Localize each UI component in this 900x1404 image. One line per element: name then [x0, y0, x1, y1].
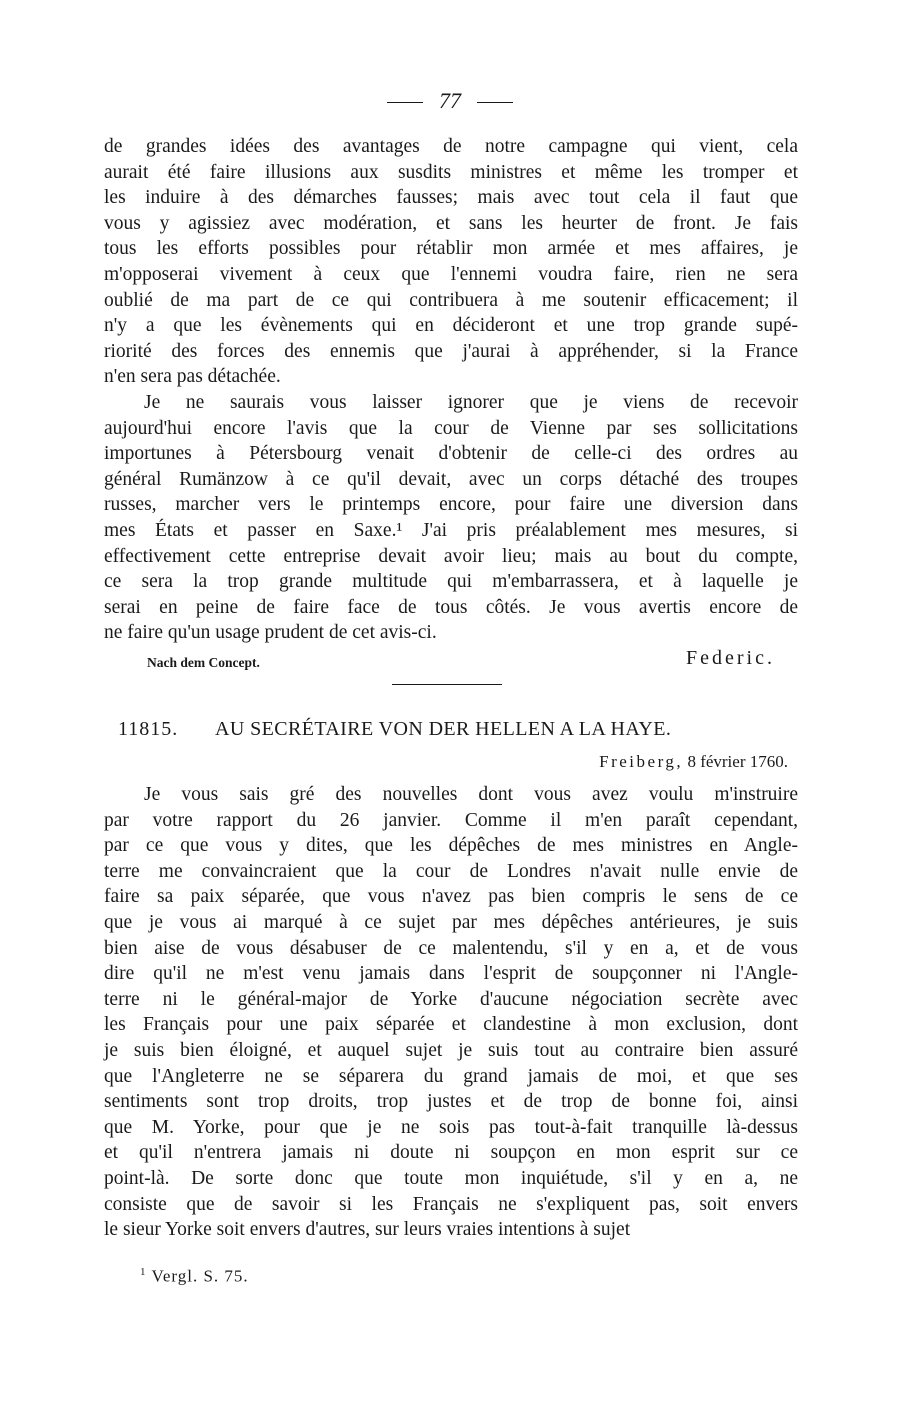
source-note: Nach dem Concept.: [147, 655, 260, 670]
letter-number: 11815.: [118, 718, 179, 740]
letter-title: AU SECRÉTAIRE VON DER HELLEN A LA HAYE.: [215, 718, 672, 740]
text-line: je suis bien éloigné, et auquel sujet je suis tout au contraire bien assuré: [104, 1039, 798, 1061]
text-line: n'en sera pas détachée.: [104, 366, 281, 388]
signature: Federic.: [686, 647, 775, 669]
text-line: aurait été faire illusions aux susdits ministres et même les tromper et: [104, 161, 798, 183]
signature-row: [147, 647, 775, 675]
header-right-dash: [477, 102, 513, 103]
dateline: [599, 752, 788, 772]
text-line: oublié de ma part de ce qui contribuera à me soutenir efficacement; il: [104, 289, 798, 311]
dateline-date: 8 février 1760.: [687, 752, 788, 771]
text-line: riorité des forces des ennemis que j'aurai à appréhender, si la France: [104, 340, 798, 362]
footnote: [140, 1266, 249, 1287]
letter-second-paragraph: [104, 390, 798, 646]
text-line: général Rumänzow à ce qu'il devait, avec un corps détaché des troupes: [104, 468, 798, 490]
text-line: russes, marcher vers le printemps encore, pour faire une diversion dans: [104, 494, 798, 516]
text-line: vous y agissiez avec modération, et sans les heurter de front. Je fais: [104, 212, 798, 234]
dateline-place: Freiberg,: [599, 752, 684, 771]
text-line: le sieur Yorke soit envers d'autres, sur leurs vraies intentions à sujet: [104, 1219, 631, 1241]
text-line: point-là. De sorte donc que toute mon inquiétude, s'il y en a, ne: [104, 1167, 798, 1189]
letter-body-paragraph: [104, 782, 798, 1243]
letter-heading: [118, 718, 798, 748]
text-line: que je vous ai marqué à ce sujet par mes dépêches antérieures, je suis: [104, 911, 798, 933]
text-line: effectivement cette entreprise devait avoir lieu; mais au bout du compte,: [104, 545, 798, 567]
text-line: Je ne saurais vous laisser ignorer que je viens de recevoir: [144, 392, 798, 413]
letter-continuation-paragraph: [104, 134, 798, 390]
text-line: terre ni le général-major de Yorke d'aucune négociation secrète avec: [104, 988, 798, 1010]
text-line: que M. Yorke, pour que je ne sois pas tout-à-fait tranquille là-dessus: [104, 1116, 798, 1138]
text-line: les induire à des démarches fausses; mais avec tout cela il faut que: [104, 187, 798, 209]
footnote-marker: 1: [140, 1266, 147, 1278]
text-line: consiste que de savoir si les Français ne s'expliquent pas, soit envers: [104, 1193, 798, 1215]
text-line: tous les efforts possibles pour rétablir mon armée et mes affaires, je: [104, 238, 798, 260]
text-line: par ce que vous y dites, que les dépêches de mes ministres en Angle-: [104, 835, 798, 857]
text-line: que l'Angleterre ne se séparera du grand jamais de moi, et que ses: [104, 1065, 798, 1087]
section-divider: [392, 684, 502, 685]
page-header: [0, 88, 900, 114]
text-line: aujourd'hui encore l'avis que la cour de Vienne par ses sollicitations: [104, 417, 798, 439]
text-line: faire sa paix séparée, que vous n'avez pas bien compris le sens de ce: [104, 886, 798, 908]
text-line: de grandes idées des avantages de notre campagne qui vient, cela: [104, 136, 798, 157]
text-line: m'opposerai vivement à ceux que l'ennemi voudra faire, rien ne sera: [104, 263, 798, 285]
text-line: serai en peine de faire face de tous côtés. Je vous avertis encore de: [104, 596, 798, 618]
text-line: n'y a que les évènements qui en décideront et une trop grande supé-: [104, 315, 798, 337]
text-line: ne faire qu'un usage prudent de cet avis-ci.: [104, 622, 437, 644]
footnote-text: Vergl. S. 75.: [151, 1266, 249, 1286]
text-line: dire qu'il ne m'est venu jamais dans l'esprit de soupçonner ni l'Angle-: [104, 963, 798, 985]
text-line: et qu'il n'entrera jamais ni doute ni soupçon en mon esprit sur ce: [104, 1142, 798, 1164]
text-line: sentiments sont trop droits, trop justes et de trop de bonne foi, ainsi: [104, 1091, 798, 1113]
text-line: Je vous sais gré des nouvelles dont vous avez voulu m'instruire: [144, 784, 798, 805]
text-line: terre me convaincraient que la cour de Londres n'avait nulle envie de: [104, 860, 798, 882]
text-line: bien aise de vous désabuser de ce malentendu, s'il y en a, et de vous: [104, 937, 798, 959]
text-line: ce sera la trop grande multitude qui m'embarrassera, et à laquelle je: [104, 571, 798, 593]
text-line: mes États et passer en Saxe.¹ J'ai pris préalablement mes mesures, si: [104, 519, 798, 541]
header-left-dash: [387, 102, 423, 103]
text-line: par votre rapport du 26 janvier. Comme il m'en paraît cependant,: [104, 809, 798, 831]
text-line: les Français pour une paix séparée et clandestine à mon exclusion, dont: [104, 1014, 798, 1036]
text-line: importunes à Pétersbourg venait d'obtenir de celle-ci des ordres au: [104, 443, 798, 465]
page-number: 77: [439, 88, 461, 113]
